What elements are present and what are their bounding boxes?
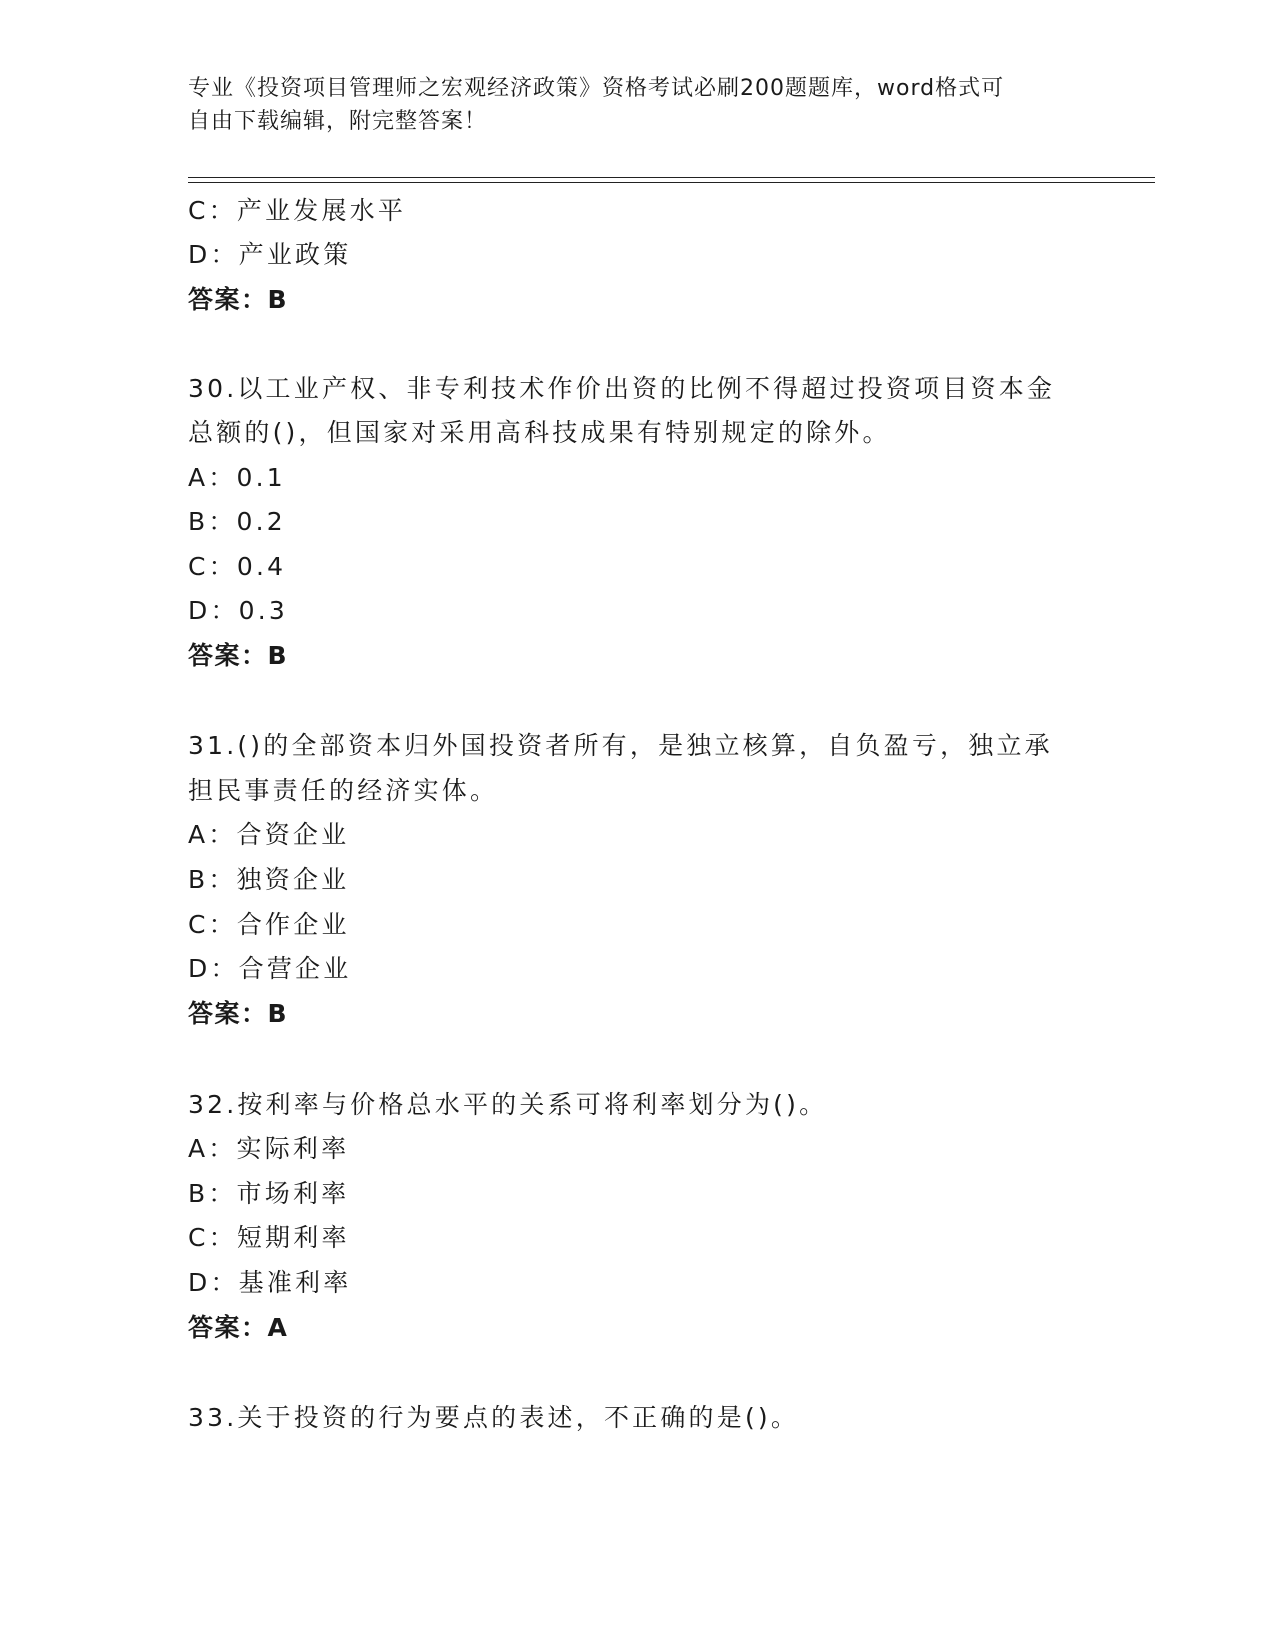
header-divider-top [188,177,1155,178]
q32-answer: 答案：A [188,1313,289,1342]
q31-answer: 答案：B [188,999,289,1028]
q32-stem-line-1: 32.按利率与价格总水平的关系可将利率划分为()。 [188,1090,828,1119]
q30-option-c: C：0.4 [188,552,287,581]
q31-option-c: C：合作企业 [188,910,350,939]
header-title-line-1: 专业《投资项目管理师之宏观经济政策》资格考试必刷200题题库，word格式可 [188,76,1005,101]
q31-option-d: D：合营企业 [188,954,352,983]
prev-answer: 答案：B [188,285,289,314]
q31-stem-line-2: 担民事责任的经济实体。 [188,776,499,805]
q31-option-b: B：独资企业 [188,865,350,894]
q30-answer: 答案：B [188,641,289,670]
header-title-line-2: 自由下载编辑，附完整答案！ [188,109,488,134]
q30-stem-line-1: 30.以工业产权、非专利技术作价出资的比例不得超过投资项目资本金 [188,374,1056,403]
q30-option-b: B：0.2 [188,507,286,536]
q32-option-a: A：实际利率 [188,1134,350,1163]
q32-option-c: C：短期利率 [188,1223,350,1252]
q33-stem-line-1: 33.关于投资的行为要点的表述，不正确的是()。 [188,1403,800,1432]
document-header [188,72,1088,138]
q30-option-a: A：0.1 [188,463,286,492]
q32-option-d: D：基准利率 [188,1268,352,1297]
prev-option-c: C：产业发展水平 [188,196,407,225]
q31-option-a: A：合资企业 [188,820,350,849]
q32-option-b: B：市场利率 [188,1179,350,1208]
header-divider-bottom [188,182,1155,183]
q30-stem-line-2: 总额的()，但国家对采用高科技成果有特别规定的除外。 [188,418,891,447]
prev-option-d: D：产业政策 [188,240,352,269]
q31-stem-line-1: 31.()的全部资本归外国投资者所有，是独立核算，自负盈亏，独立承 [188,731,1053,760]
q30-option-d: D：0.3 [188,596,289,625]
